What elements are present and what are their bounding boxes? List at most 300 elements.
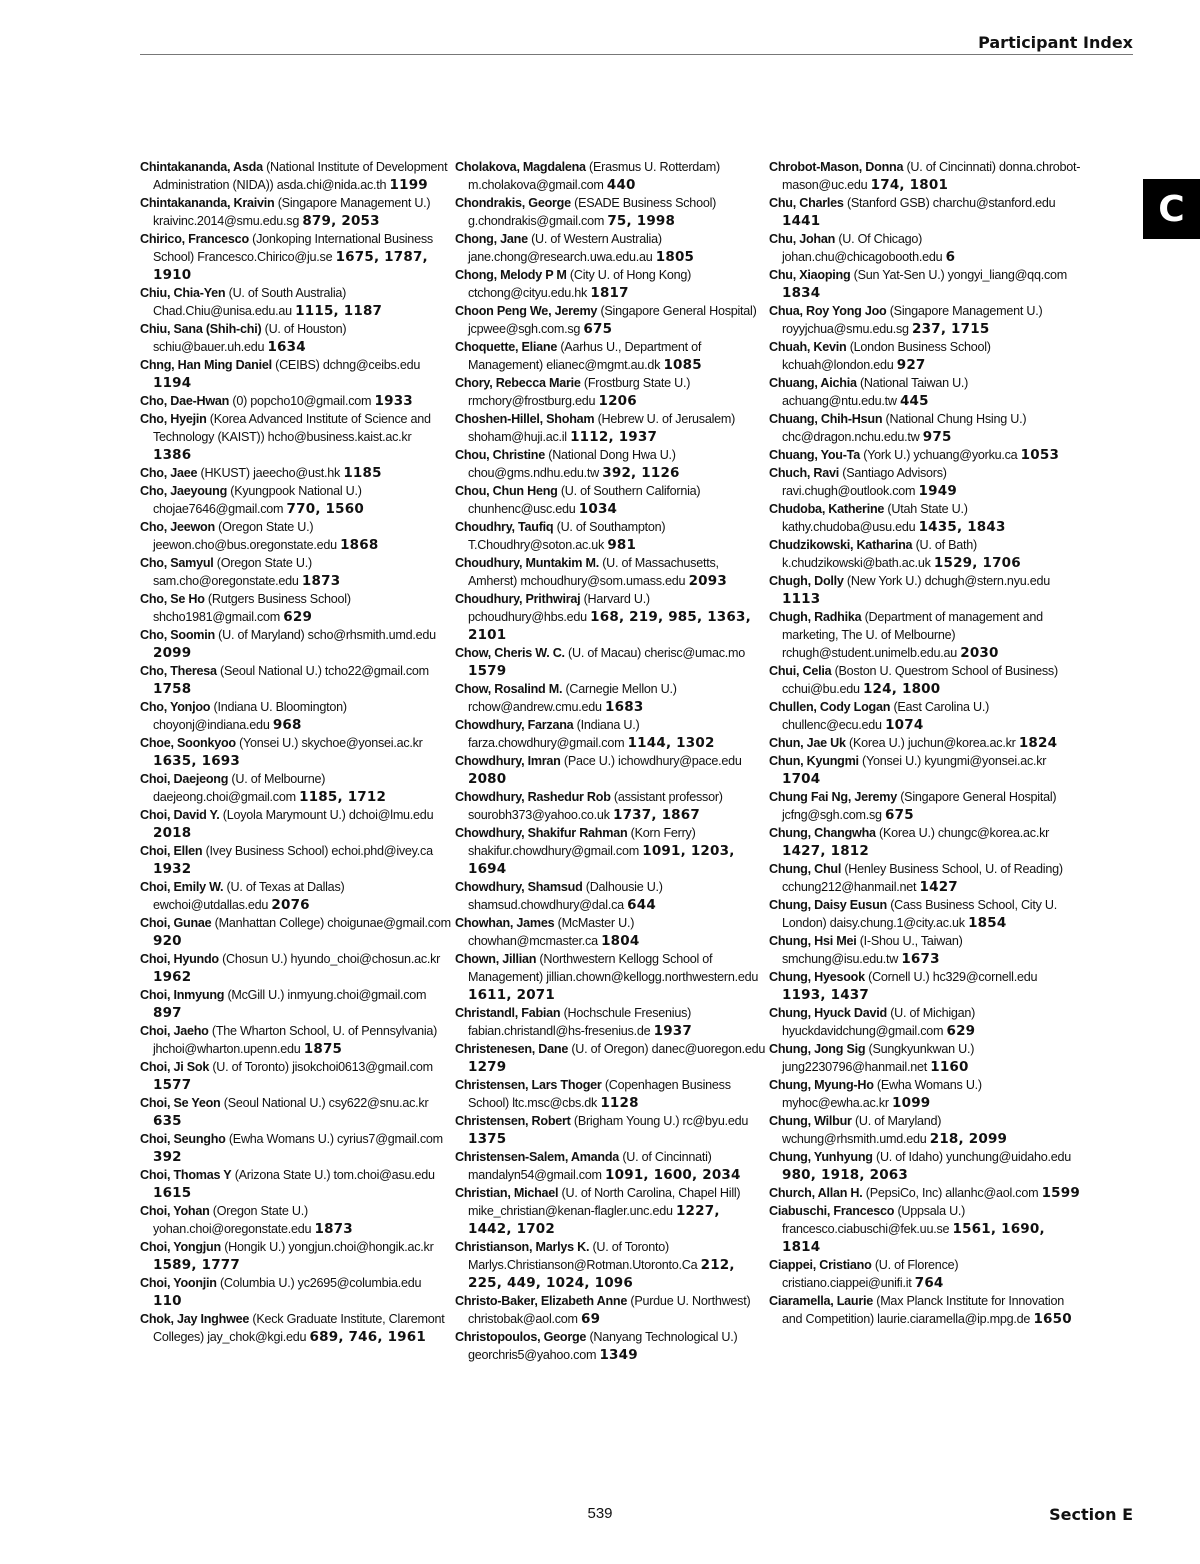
- index-entry: [769, 194, 1081, 230]
- participant-affiliation-email: (HKUST) jaeecho@ust.hk: [200, 466, 341, 480]
- index-entry: [140, 230, 452, 284]
- index-entry: [769, 662, 1081, 698]
- page-references: 2018: [153, 825, 192, 841]
- page-references: 1758: [153, 681, 192, 697]
- participant-name: Chun, Jae Uk: [769, 736, 846, 750]
- index-entry: [140, 410, 452, 464]
- participant-name: Chow, Cheris W. C.: [455, 646, 565, 660]
- page-references: 1615: [153, 1185, 192, 1201]
- index-entry: [140, 554, 452, 590]
- page-references: 764: [914, 1275, 944, 1291]
- header-title: Participant Index: [978, 33, 1133, 52]
- participant-affiliation-email: (U. of Oregon) danec@uoregon.edu: [571, 1042, 766, 1056]
- index-entry: [140, 590, 452, 626]
- participant-name: Christian, Michael: [455, 1186, 559, 1200]
- participant-affiliation-email: (Aarhus U., Department of Management) elianec@mgmt.au.dk: [468, 340, 702, 372]
- participant-affiliation-email: (U. of Cincinnati) mandalyn54@gmail.com: [468, 1150, 712, 1182]
- participant-name: Cho, Hyejin: [140, 412, 207, 426]
- participant-affiliation-email: (Copenhagen Business School) ltc.msc@cbs.dk: [468, 1078, 731, 1110]
- participant-affiliation-email: (CEIBS) dchng@ceibs.edu: [275, 358, 421, 372]
- page-header: [140, 30, 1133, 55]
- index-entry: [455, 716, 767, 752]
- participant-name: Chung, Changwha: [769, 826, 876, 840]
- index-entry: [769, 734, 1081, 752]
- page-references: 445: [899, 393, 929, 409]
- participant-name: Choi, Yohan: [140, 1204, 210, 1218]
- participant-name: Chullen, Cody Logan: [769, 700, 891, 714]
- participant-name: Ciappei, Cristiano: [769, 1258, 872, 1272]
- participant-name: Chowdhury, Rashedur Rob: [455, 790, 611, 804]
- index-entry: [769, 374, 1081, 410]
- index-entry: [769, 572, 1081, 608]
- index-entry: [455, 788, 767, 824]
- page-references: 1635, 1693: [153, 753, 240, 769]
- participant-affiliation-email: (U. of North Carolina, Chapel Hill) mike_christian@kenan-flagler.unc.edu: [468, 1186, 741, 1218]
- index-entry: [769, 1184, 1081, 1202]
- participant-name: Chung, Hyuck David: [769, 1006, 887, 1020]
- participant-affiliation-email: (Sun Yat-Sen U.) yongyi_liang@qq.com: [853, 268, 1067, 282]
- participant-name: Christandl, Fabian: [455, 1006, 561, 1020]
- participant-name: Chung, Daisy Eusun: [769, 898, 887, 912]
- page-references: 629: [946, 1023, 976, 1039]
- participant-name: Choquette, Eliane: [455, 340, 558, 354]
- participant-name: Chrobot-Mason, Donna: [769, 160, 904, 174]
- participant-name: Choi, Yongjun: [140, 1240, 221, 1254]
- index-entry: [455, 338, 767, 374]
- index-entry: [455, 302, 767, 338]
- participant-name: Christenesen, Dane: [455, 1042, 569, 1056]
- page-references: 1579: [468, 663, 507, 679]
- participant-affiliation-email: (Hochschule Fresenius) fabian.christandl@hs-fresenius.de: [468, 1006, 692, 1038]
- participant-affiliation-email: (U. of Cincinnati) donna.chrobot-mason@uc.edu: [782, 160, 1081, 192]
- page-references: 1805: [655, 249, 695, 265]
- page-references: 635: [153, 1113, 182, 1129]
- page-references: 1834: [782, 285, 821, 301]
- index-entry: [769, 464, 1081, 500]
- participant-affiliation-email: (London Business School) kchuah@london.edu: [782, 340, 991, 372]
- participant-affiliation-email: (McGill U.) inmyung.choi@gmail.com: [227, 988, 427, 1002]
- participant-affiliation-email: (U. of Texas at Dallas) ewchoi@utdallas.edu: [153, 880, 345, 912]
- participant-name: Chugh, Radhika: [769, 610, 862, 624]
- page-references: 6: [945, 249, 956, 265]
- index-entry: [455, 752, 767, 788]
- page-references: 212, 225, 449, 1024, 1096: [468, 1257, 735, 1291]
- participant-affiliation-email: (Seoul National U.) csy622@snu.ac.kr: [223, 1096, 429, 1110]
- page-references: 392: [153, 1149, 182, 1165]
- index-entry: [769, 158, 1081, 194]
- index-entry: [455, 878, 767, 914]
- page-references: 968: [272, 717, 302, 733]
- participant-affiliation-email: (Stanford GSB) charchu@stanford.edu: [846, 196, 1056, 210]
- participant-name: Cho, Jaeyoung: [140, 484, 228, 498]
- page-references: 1185, 1712: [299, 789, 387, 805]
- participant-name: Chudzikowski, Katharina: [769, 538, 913, 552]
- participant-affiliation-email: (I-Shou U., Taiwan) smchung@isu.edu.tw: [782, 934, 963, 966]
- participant-name: Chown, Jillian: [455, 952, 537, 966]
- index-entry: [140, 770, 452, 806]
- participant-affiliation-email: (Jonkoping International Business School) Francesco.Chirico@ju.se: [153, 232, 433, 264]
- participant-name: Christo-Baker, Elizabeth Anne: [455, 1294, 628, 1308]
- participant-affiliation-email: (Arizona State U.) tom.choi@asu.edu: [234, 1168, 435, 1182]
- participant-name: Choi, Thomas Y: [140, 1168, 232, 1182]
- participant-affiliation-email: (Ivey Business School) echoi.phd@ivey.ca: [205, 844, 433, 858]
- page-references: 1185: [343, 465, 382, 481]
- participant-affiliation-email: (U. of Southern California) chunhenc@usc.edu: [468, 484, 701, 516]
- index-entry: [455, 914, 767, 950]
- participant-name: Choudhury, Prithwiraj: [455, 592, 581, 606]
- index-entry: [455, 1292, 767, 1328]
- page-references: 1875: [303, 1041, 343, 1057]
- participant-affiliation-email: (U. of Houston) schiu@bauer.uh.edu: [153, 322, 347, 354]
- index-entry: [455, 158, 767, 194]
- participant-affiliation-email: (Rutgers Business School) shcho1981@gmail.com: [153, 592, 351, 624]
- index-entry: [140, 698, 452, 734]
- index-entry: [769, 896, 1081, 932]
- participant-affiliation-email: (ESADE Business School) g.chondrakis@gmail.com: [468, 196, 717, 228]
- participant-affiliation-email: (Carnegie Mellon U.) rchow@andrew.cmu.edu: [468, 682, 677, 714]
- page-references: 1611, 2071: [468, 987, 555, 1003]
- page-references: 1599: [1041, 1185, 1080, 1201]
- index-entry: [140, 914, 452, 950]
- page-references: 879, 2053: [302, 213, 380, 229]
- participant-affiliation-email: (U. of Toronto) jisokchoi0613@gmail.com: [212, 1060, 433, 1074]
- index-entry: [140, 284, 452, 320]
- participant-name: Choi, Hyundo: [140, 952, 219, 966]
- index-entry: [140, 482, 452, 518]
- page-references: 1160: [930, 1059, 969, 1075]
- index-entry: [140, 1094, 452, 1130]
- index-entry: [140, 356, 452, 392]
- participant-name: Chun, Kyungmi: [769, 754, 859, 768]
- index-entry: [455, 1112, 767, 1148]
- index-entry: [455, 374, 767, 410]
- participant-name: Christianson, Marlys K.: [455, 1240, 590, 1254]
- page-references: 1704: [782, 771, 821, 787]
- participant-name: Choi, Jaeho: [140, 1024, 209, 1038]
- page-references: 218, 2099: [929, 1131, 1008, 1147]
- participant-affiliation-email: (U. of Idaho) yunchung@uidaho.edu: [876, 1150, 1071, 1164]
- participant-affiliation-email: (Hebrew U. of Jerusalem) shoham@huji.ac.il: [468, 412, 736, 444]
- participant-affiliation-email: (0) popcho10@gmail.com: [232, 394, 372, 408]
- page-references: 1962: [153, 969, 192, 985]
- participant-affiliation-email: (Henley Business School, U. of Reading) cchung212@hanmail.net: [782, 862, 1063, 894]
- page-references: 1128: [600, 1095, 639, 1111]
- participant-name: Chondrakis, George: [455, 196, 571, 210]
- index-entry: [455, 950, 767, 1004]
- participant-name: Ciabuschi, Francesco: [769, 1204, 895, 1218]
- participant-affiliation-email: (National Institute of Development Administration (NIDA)) asda.chi@nida.ac.th: [153, 160, 448, 192]
- participant-name: Chu, Xiaoping: [769, 268, 851, 282]
- page-references: 1435, 1843: [918, 519, 1006, 535]
- index-entry: [769, 230, 1081, 266]
- page-references: 1824: [1018, 735, 1058, 751]
- participant-affiliation-email: (Indiana U. Bloomington) choyonj@indiana.edu: [153, 700, 347, 732]
- index-entry: [769, 266, 1081, 302]
- page-references: 629: [283, 609, 313, 625]
- participant-name: Cholakova, Magdalena: [455, 160, 586, 174]
- participant-name: Choudhury, Muntakim M.: [455, 556, 599, 570]
- page-references: 675: [583, 321, 613, 337]
- page-references: 2030: [960, 645, 999, 661]
- participant-affiliation-email: (Boston U. Questrom School of Business) cchui@bu.edu: [782, 664, 1058, 696]
- participant-affiliation-email: (assistant professor) sourobh373@yahoo.co.uk: [468, 790, 723, 822]
- participant-name: Chou, Christine: [455, 448, 546, 462]
- page-references: 1144, 1302: [627, 735, 715, 751]
- participant-affiliation-email: (Yonsei U.) kyungmi@yonsei.ac.kr: [862, 754, 1047, 768]
- participant-affiliation-email: (PepsiCo, Inc) allanhc@aol.com: [865, 1186, 1039, 1200]
- index-entry: [769, 500, 1081, 536]
- index-entry: [140, 1202, 452, 1238]
- participant-name: Chong, Melody P M: [455, 268, 567, 282]
- index-entry: [455, 230, 767, 266]
- participant-name: Chuah, Kevin: [769, 340, 847, 354]
- participant-affiliation-email: (Utah State U.) kathy.chudoba@usu.edu: [782, 502, 968, 534]
- index-entry: [455, 680, 767, 716]
- page-references: 1193, 1437: [782, 987, 869, 1003]
- participant-name: Chng, Han Ming Daniel: [140, 358, 272, 372]
- page-references: 1279: [468, 1059, 507, 1075]
- index-entry: [140, 878, 452, 914]
- index-entry: [769, 302, 1081, 338]
- participant-affiliation-email: (U. of Bath) k.chudzikowski@bath.ac.uk: [782, 538, 977, 570]
- page-references: 1634: [267, 339, 306, 355]
- participant-name: Cho, Se Ho: [140, 592, 205, 606]
- participant-affiliation-email: (Oregon State U.) yohan.choi@oregonstate.edu: [153, 1204, 312, 1236]
- participant-name: Choudhry, Taufiq: [455, 520, 554, 534]
- index-entry: [140, 1058, 452, 1094]
- participant-name: Cho, Soomin: [140, 628, 215, 642]
- page-references: 1099: [892, 1095, 931, 1111]
- index-entry: [140, 842, 452, 878]
- participant-affiliation-email: (U. of Florence) cristiano.ciappei@unifi.it: [782, 1258, 959, 1290]
- participant-name: Cho, Theresa: [140, 664, 217, 678]
- participant-name: Chowhan, James: [455, 916, 555, 930]
- participant-name: Chung, Chul: [769, 862, 842, 876]
- index-entry: [455, 410, 767, 446]
- index-entry: [140, 1166, 452, 1202]
- page-references: 1561, 1690, 1814: [782, 1221, 1045, 1255]
- page-references: 2076: [271, 897, 310, 913]
- participant-name: Choshen-Hillel, Shoham: [455, 412, 595, 426]
- participant-affiliation-email: (Sungkyunkwan U.) jung2230796@hanmail.net: [782, 1042, 975, 1074]
- page-references: 1206: [598, 393, 637, 409]
- index-entry: [769, 608, 1081, 662]
- participant-name: Chung Fai Ng, Jeremy: [769, 790, 897, 804]
- participant-affiliation-email: (U. of Massachusetts, Amherst) mchoudhury@som.umass.edu: [468, 556, 719, 588]
- participant-affiliation-email: (Korn Ferry) shakifur.chowdhury@gmail.com: [468, 826, 696, 858]
- index-column-2: [455, 158, 767, 1364]
- index-entry: [769, 788, 1081, 824]
- participant-name: Chung, Hyesook: [769, 970, 865, 984]
- page-references: 1529, 1706: [933, 555, 1021, 571]
- page-references: 644: [627, 897, 656, 913]
- index-entry: [455, 1004, 767, 1040]
- participant-affiliation-email: (U. of Melbourne) daejeong.choi@gmail.com: [153, 772, 326, 804]
- page-references: 1112, 1937: [570, 429, 658, 445]
- index-entry: [140, 1130, 452, 1166]
- participant-name: Chung, Jong Sig: [769, 1042, 866, 1056]
- index-entry: [455, 1238, 767, 1292]
- page-references: 1375: [468, 1131, 507, 1147]
- index-entry: [769, 1256, 1081, 1292]
- participant-affiliation-email: (Cornell U.) hc329@cornell.edu: [868, 970, 1038, 984]
- participant-affiliation-email: (Santiago Advisors) ravi.chugh@outlook.com: [782, 466, 947, 498]
- participant-name: Chui, Celia: [769, 664, 832, 678]
- index-entry: [455, 518, 767, 554]
- page-references: 1804: [601, 933, 640, 949]
- index-entry: [140, 1274, 452, 1310]
- participant-affiliation-email: (U. of Michigan) hyuckdavidchung@gmail.com: [782, 1006, 976, 1038]
- page-references: 124, 1800: [862, 681, 941, 697]
- index-column-3: [769, 158, 1081, 1328]
- index-entry: [769, 968, 1081, 1004]
- index-entry: [769, 698, 1081, 734]
- page-references: 1349: [599, 1347, 638, 1363]
- participant-name: Choi, Emily W.: [140, 880, 224, 894]
- participant-affiliation-email: (U. of Maryland) wchung@rhsmith.umd.edu: [782, 1114, 942, 1146]
- participant-name: Cho, Dae-Hwan: [140, 394, 230, 408]
- participant-affiliation-email: (The Wharton School, U. of Pennsylvania) jhchoi@wharton.upenn.edu: [153, 1024, 438, 1056]
- index-entry: [769, 932, 1081, 968]
- page-references: 168, 219, 985, 1363, 2101: [468, 609, 751, 643]
- participant-name: Choe, Soonkyoo: [140, 736, 236, 750]
- participant-affiliation-email: (Max Planck Institute for Innovation and Competition) laurie.ciaramella@ip.mpg.de: [782, 1294, 1064, 1326]
- page-references: 1053: [1020, 447, 1060, 463]
- index-entry: [769, 1112, 1081, 1148]
- page-references: 1932: [153, 861, 192, 877]
- page-references: 1650: [1033, 1311, 1072, 1327]
- participant-name: Choi, David Y.: [140, 808, 220, 822]
- index-entry: [140, 518, 452, 554]
- page-number: 539: [587, 1505, 613, 1522]
- index-entry: [769, 1004, 1081, 1040]
- page-references: 1091, 1600, 2034: [605, 1167, 741, 1183]
- index-entry: [455, 266, 767, 302]
- participant-name: Choi, Se Yeon: [140, 1096, 221, 1110]
- participant-name: Chu, Johan: [769, 232, 836, 246]
- index-entry: [769, 1202, 1081, 1256]
- participant-name: Chuang, Chih-Hsun: [769, 412, 883, 426]
- page-references: 1675, 1787, 1910: [153, 249, 428, 283]
- index-entry: [455, 194, 767, 230]
- page-references: 897: [153, 1005, 182, 1021]
- index-entry: [140, 986, 452, 1022]
- participant-affiliation-email: (Hongik U.) yongjun.choi@hongik.ac.kr: [224, 1240, 434, 1254]
- index-entry: [140, 194, 452, 230]
- index-entry: [140, 806, 452, 842]
- index-entry: [455, 482, 767, 518]
- index-entry: [140, 320, 452, 356]
- page-references: 1085: [663, 357, 702, 373]
- participant-name: Chudoba, Katherine: [769, 502, 885, 516]
- participant-affiliation-email: (East Carolina U.) chullenc@ecu.edu: [782, 700, 990, 732]
- participant-affiliation-email: (Indiana U.) farza.chowdhury@gmail.com: [468, 718, 640, 750]
- participant-affiliation-email: (Uppsala U.) francesco.ciabuschi@fek.uu.se: [782, 1204, 966, 1236]
- page-references: 1074: [885, 717, 924, 733]
- index-entry: [455, 1328, 767, 1364]
- participant-name: Choi, Seungho: [140, 1132, 226, 1146]
- participant-name: Chok, Jay Inghwee: [140, 1312, 250, 1326]
- participant-name: Chintakananda, Asda: [140, 160, 263, 174]
- section-label: Section E: [1049, 1505, 1133, 1524]
- participant-affiliation-email: (Kyungpook National U.) chojae7646@gmail.com: [153, 484, 362, 516]
- page-references: 1091, 1203, 1694: [468, 843, 735, 877]
- index-entry: [455, 446, 767, 482]
- participant-affiliation-email: (Columbia U.) yc2695@columbia.edu: [219, 1276, 422, 1290]
- page-references: 1427: [919, 879, 958, 895]
- participant-affiliation-email: (Purdue U. Northwest) christobak@aol.com: [468, 1294, 751, 1326]
- page-references: 69: [581, 1311, 601, 1327]
- index-entry: [769, 752, 1081, 788]
- participant-name: Chirico, Francesco: [140, 232, 249, 246]
- participant-name: Cho, Jeewon: [140, 520, 215, 534]
- participant-name: Christensen, Lars Thoger: [455, 1078, 602, 1092]
- participant-name: Chuang, You-Ta: [769, 448, 860, 462]
- participant-affiliation-email: (Seoul National U.) tcho22@gmail.com: [220, 664, 429, 678]
- index-entry: [455, 1040, 767, 1076]
- index-entry: [769, 1076, 1081, 1112]
- participant-affiliation-email: (Pace U.) ichowdhury@pace.edu: [563, 754, 742, 768]
- participant-name: Choi, Daejeong: [140, 772, 229, 786]
- participant-affiliation-email: (Keck Graduate Institute, Claremont Colleges) jay_chok@kgi.edu: [153, 1312, 445, 1344]
- participant-affiliation-email: (Dalhousie U.) shamsud.chowdhury@dal.ca: [468, 880, 663, 912]
- participant-name: Chua, Roy Yong Joo: [769, 304, 887, 318]
- page-references: 770, 1560: [286, 501, 364, 517]
- participant-affiliation-email: (U. of Toronto) Marlys.Christianson@Rotman.Utoronto.Ca: [468, 1240, 698, 1272]
- participant-name: Choi, Ellen: [140, 844, 203, 858]
- page-references: 1441: [782, 213, 821, 229]
- page-references: 1949: [918, 483, 957, 499]
- index-entry: [769, 338, 1081, 374]
- index-entry: [455, 1148, 767, 1184]
- participant-name: Cho, Jaee: [140, 466, 198, 480]
- page-references: 1034: [578, 501, 618, 517]
- participant-name: Chory, Rebecca Marie: [455, 376, 581, 390]
- index-entry: [140, 464, 452, 482]
- index-entry: [140, 950, 452, 986]
- participant-affiliation-email: (City U. of Hong Kong) ctchong@cityu.edu.hk: [468, 268, 692, 300]
- participant-name: Chiu, Chia-Yen: [140, 286, 226, 300]
- index-entry: [140, 626, 452, 662]
- participant-name: Christensen, Robert: [455, 1114, 571, 1128]
- index-entry: [455, 590, 767, 644]
- participant-name: Chowdhury, Shakifur Rahman: [455, 826, 628, 840]
- participant-affiliation-email: (McMaster U.) chowhan@mcmaster.ca: [468, 916, 635, 948]
- participant-affiliation-email: (Korea U.) chungc@korea.ac.kr: [879, 826, 1050, 840]
- page-references: 237, 1715: [912, 321, 990, 337]
- page-references: 1937: [653, 1023, 692, 1039]
- participant-affiliation-email: (Frostburg State U.) rmchory@frostburg.edu: [468, 376, 691, 408]
- participant-affiliation-email: (Ewha Womans U.) cyrius7@gmail.com: [228, 1132, 443, 1146]
- participant-affiliation-email: (Loyola Marymount U.) dchoi@lmu.edu: [222, 808, 434, 822]
- index-entry: [140, 1022, 452, 1058]
- participant-affiliation-email: (Yonsei U.) skychoe@yonsei.ac.kr: [239, 736, 423, 750]
- participant-name: Christensen-Salem, Amanda: [455, 1150, 620, 1164]
- page-references: 1673: [901, 951, 940, 967]
- participant-affiliation-email: (Singapore Management U.) kraivinc.2014@smu.edu.sg: [153, 196, 431, 228]
- participant-affiliation-email: (York U.) ychuang@yorku.ca: [863, 448, 1018, 462]
- page-references: 392, 1126: [602, 465, 680, 481]
- participant-name: Chowdhury, Farzana: [455, 718, 574, 732]
- page-references: 1227, 1442, 1702: [468, 1203, 720, 1237]
- index-entry: [140, 662, 452, 698]
- participant-affiliation-email: (U. Of Chicago) johan.chu@chicagobooth.edu: [782, 232, 943, 264]
- page-references: 75, 1998: [607, 213, 676, 229]
- page-references: 1115, 1187: [295, 303, 383, 319]
- page-references: 675: [885, 807, 914, 823]
- participant-name: Chong, Jane: [455, 232, 528, 246]
- page-references: 1577: [153, 1077, 192, 1093]
